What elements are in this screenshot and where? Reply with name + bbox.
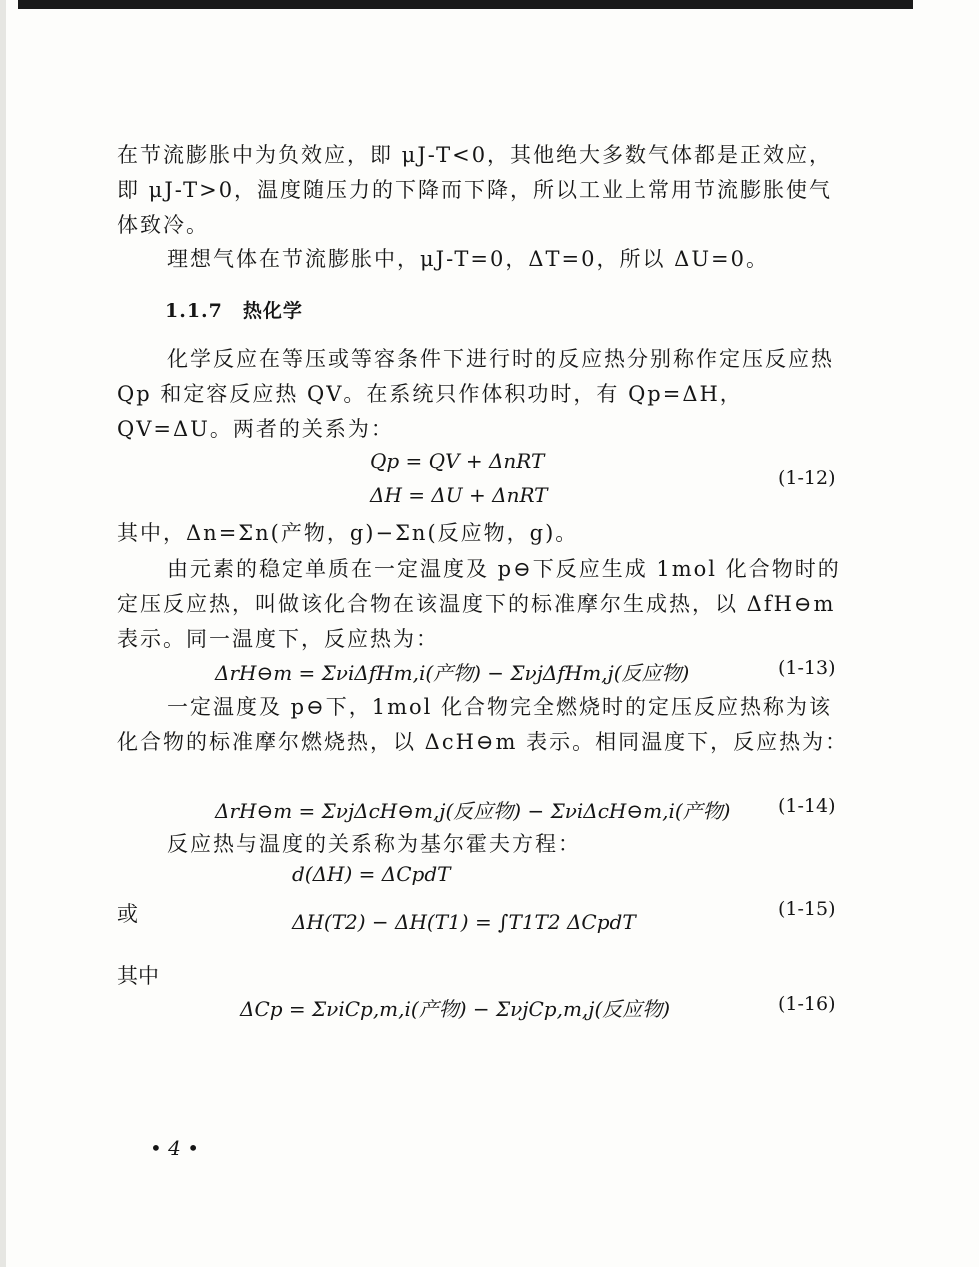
paragraph-kirchhoff: 反应热与温度的关系称为基尔霍夫方程： (167, 832, 581, 856)
equation-1-14: ΔrH⊖m = ΣνjΔcH⊖m,j(反应物) − ΣνiΔcH⊖m,i(产物) (215, 799, 731, 823)
equation-1-12a: Qp = QV + ΔnRT (370, 449, 545, 473)
section-heading: 1.1.7 热化学 (165, 300, 303, 322)
equation-number-1-14: (1-14) (778, 795, 836, 817)
paragraph-combustion-heat: 一定温度及 p⊖下，1mol 化合物完全燃烧时的定压反应热称为该化合物的标准摩尔燃烧热，以 ΔcH⊖m 表示。相同温度下，反应热为： (117, 695, 849, 754)
equation-number-1-16: (1-16) (778, 993, 836, 1015)
page-number: • 4 • (150, 1136, 200, 1160)
equation-number-1-13: (1-13) (778, 657, 836, 679)
top-rule (18, 0, 913, 9)
page-edge-shadow (0, 0, 6, 1267)
equation-1-15a: d(ΔH) = ΔCpdT (292, 862, 451, 886)
equation-number-1-15: (1-15) (778, 898, 836, 920)
equation-number-1-12: (1-12) (778, 467, 836, 489)
paragraph-ideal-gas: 理想气体在节流膨胀中，μJ-T=0，ΔT=0，所以 ΔU=0。 (167, 247, 769, 271)
equation-1-12b: ΔH = ΔU + ΔnRT (370, 483, 548, 507)
paragraph-formation-heat: 由元素的稳定单质在一定温度及 p⊖下反应生成 1mol 化合物时的定压反应热，叫做该化合物在该温度下的标准摩尔生成热，以 ΔfH⊖m 表示。同一温度下，反应热为： (117, 557, 841, 651)
paragraph-reaction-heat: 化学反应在等压或等容条件下进行时的反应热分别称作定压反应热 Qp 和定容反应热 QV。在系统只作体积功时，有 Qp=ΔH，QV=ΔU。两者的关系为： (117, 347, 834, 441)
paragraph-delta-n: 其中，Δn=Σn(产物，g)−Σn(反应物，g)。 (117, 521, 579, 545)
paragraph-throttling: 在节流膨胀中为负效应，即 μJ-T<0，其他绝大多数气体都是正效应，即 μJ-T>0，温度随压力的下降而下降，所以工业上常用节流膨胀使气体致冷。 (117, 143, 833, 237)
equation-1-13: ΔrH⊖m = ΣνiΔfHm,i(产物) − ΣνjΔfHm,j(反应物) (215, 661, 690, 685)
equation-1-15b: ΔH(T2) − ΔH(T1) = ∫T1T2 ΔCpdT (292, 910, 636, 934)
label-where: 其中 (117, 964, 159, 988)
equation-1-16: ΔCp = ΣνiCp,m,i(产物) − ΣνjCp,m,j(反应物) (240, 997, 671, 1021)
label-or: 或 (117, 902, 138, 926)
